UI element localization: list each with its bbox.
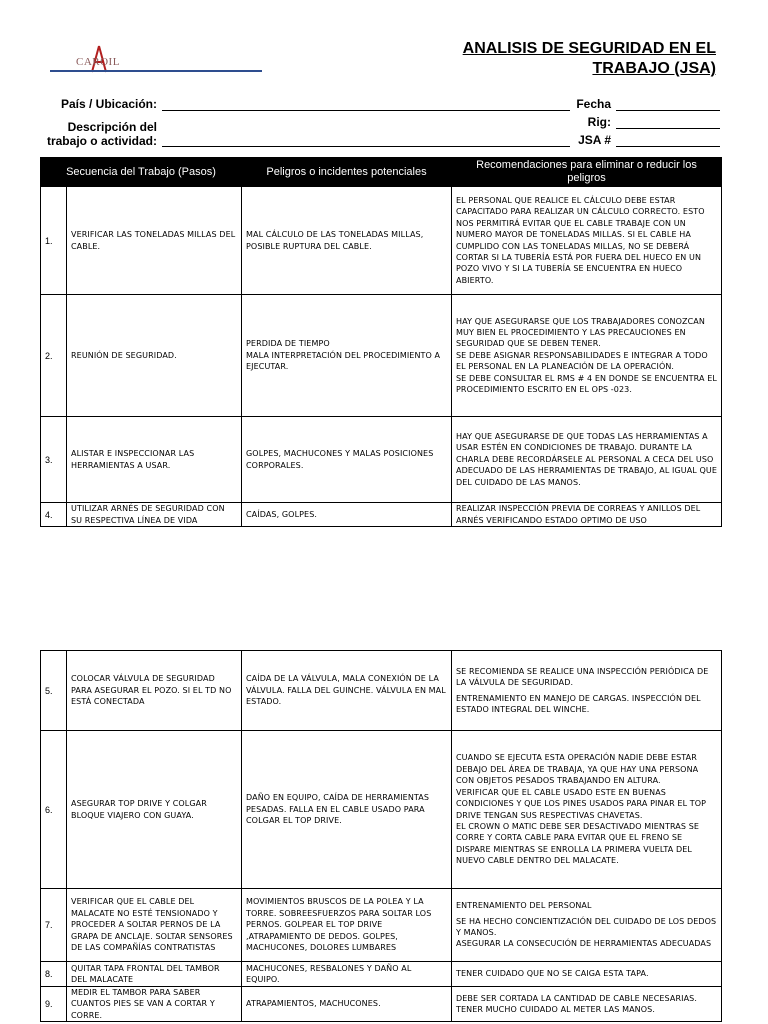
- recommendation-text: CUANDO SE EJECUTA ESTA OPERACIÓN NADIE DEBE ESTAR DEBAJO DEL ÁREA DE TRABAJA, YA QUE HAY UNA PERSONA CON OBJETOS PESADOS TRABAJANDO EN ALTURA.: [456, 753, 699, 786]
- table-row: [41, 503, 722, 527]
- jsa-table-part-1: [40, 157, 722, 527]
- table-row: [41, 187, 722, 295]
- step-cell: MEDIR EL TAMBOR PARA SABER CUANTOS PIES SE VAN A CORTAR Y CORRE.: [67, 987, 242, 1022]
- header-steps: Secuencia del Trabajo (Pasos): [41, 158, 242, 187]
- logo-underline: [50, 70, 262, 72]
- recommendation-cell: [452, 962, 722, 987]
- description-label: [40, 120, 157, 148]
- recommendation-text: HAY QUE ASEGURARSE DE QUE TODAS LAS HERRAMIENTAS A USAR ESTÉN EN CONDICIONES DE TRABAJO. DURANTE LA CHARLA DEBE RECORDÁRSELE AL PERSONAL A CECA DEL USO ADECUADO DE LAS HERRAMIENTAS DE TRABAJO, AL IGUAL QUE DEL CUIDADO DE LAS MANOS.: [456, 431, 718, 487]
- row-number: 9.: [41, 987, 67, 1022]
- description-label-line-1: Descripción del: [67, 120, 157, 134]
- recommendation-cell: [452, 731, 722, 889]
- recommendation-text: VERIFICAR QUE EL CABLE USADO ESTE EN BUENAS CONDICIONES Y QUE LOS PINES USADOS PARA PINAR EL TOP DRIVE TENGAN SUS RESPECTIVAS CHAVETAS.: [456, 787, 707, 820]
- recommendation-cell: [452, 417, 722, 503]
- recommendation-text: SE RECOMIENDA SE REALICE UNA INSPECCIÓN PERIÓDICA DE LA VÁLVULA DE SEGURIDAD.: [456, 666, 709, 688]
- table-header-row: [41, 158, 722, 187]
- document-title: [416, 39, 716, 79]
- header-hazards: Peligros o incidentes potenciales: [242, 158, 452, 187]
- row-number: 3.: [41, 417, 67, 503]
- row-number: 8.: [41, 962, 67, 987]
- table-row: [41, 987, 722, 1022]
- title-line-1: ANALISIS DE SEGURIDAD EN EL: [462, 40, 716, 57]
- table-row: [41, 295, 722, 417]
- row-number: 7.: [41, 889, 67, 962]
- header-recommendations: Recomendaciones para eliminar o reducir los peligros: [452, 158, 722, 187]
- row-number: 2.: [41, 295, 67, 417]
- recommendation-cell: [452, 187, 722, 295]
- logo-text: CAROIL: [76, 56, 120, 68]
- rig-field[interactable]: [616, 128, 720, 129]
- description-label-line-2: trabajo o actividad:: [46, 134, 157, 148]
- table-row: [41, 889, 722, 962]
- hazard-cell: [242, 731, 452, 889]
- hazard-cell: [242, 503, 452, 527]
- recommendation-text: DEBE SER CORTADA LA CANTIDAD DE CABLE NECESARIAS. TENER MUCHO CUIDADO AL METER LAS MANOS.: [456, 993, 697, 1015]
- hazard-text: ATRAPAMIENTOS, MACHUCONES.: [246, 999, 381, 1009]
- hazard-cell: [242, 187, 452, 295]
- step-cell: VERIFICAR LAS TONELADAS MILLAS DEL CABLE.: [67, 187, 242, 295]
- rig-label: Rig:: [587, 115, 611, 129]
- date-label: Fecha: [576, 97, 611, 111]
- step-cell: UTILIZAR ARNÉS DE SEGURIDAD CON SU RESPECTIVA LÍNEA DE VIDA: [67, 503, 242, 527]
- row-number: 1.: [41, 187, 67, 295]
- hazard-text: MOVIMIENTOS BRUSCOS DE LA POLEA Y LA TORRE. SOBREESFUERZOS PARA SOLTAR LOS PERNOS. GOLPEAR EL TOP DRIVE ,ATRAPAMIENTO DE DEDOS. GOLPES, MACHUCONES, DOLORES LUMBARES: [246, 897, 432, 953]
- recommendation-text: ASEGURAR LA CONSECUCIÓN DE HERRAMIENTAS ADECUADAS: [456, 939, 712, 949]
- recommendation-text: ENTRENAMIENTO DEL PERSONAL: [456, 901, 592, 911]
- hazard-cell: [242, 417, 452, 503]
- table-row: [41, 731, 722, 889]
- step-cell: VERIFICAR QUE EL CABLE DEL MALACATE NO ESTÉ TENSIONADO Y PROCEDER A SOLTAR PERNOS DE LA GRAPA DE ANCLAJE. SOLTAR SENSORES DE LAS COMPAÑÍAS CONTRATISTAS: [67, 889, 242, 962]
- hazard-cell: [242, 962, 452, 987]
- table-row: [41, 651, 722, 731]
- row-number: 6.: [41, 731, 67, 889]
- recommendation-text: REALIZAR INSPECCIÓN PREVIA DE CORREAS Y ANILLOS DEL ARNÉS VERIFICANDO ESTADO OPTIMO DE USO: [456, 504, 701, 525]
- description-field[interactable]: [162, 146, 570, 147]
- recommendation-text: EL PERSONAL QUE REALICE EL CÁLCULO DEBE ESTAR CAPACITADO PARA REALIZAR UN CÁLCULO CORRECTO. ESTO NOS PERMITIRÁ EVITAR QUE EL CABLE TRABAJE CON UN NUMERO MAYOR DE TONELADAS MILLAS. SI EL CABLE HA CUMPLIDO CON LAS TONELADAS MILLAS, NO SE DEBERÁ CORTAR SI LA TUBERÍA ESTÁ POR FUERA DEL HUECO EN UN POZO VIVO Y SI LA TUBERÍA SE ENCUENTRA EN HUECO ABIERTO.: [456, 195, 705, 285]
- hazard-text: CAÍDAS, GOLPES.: [246, 509, 318, 519]
- recommendation-cell: [452, 651, 722, 731]
- hazard-text: GOLPES, MACHUCONES Y MALAS POSICIONES CORPORALES.: [246, 449, 434, 470]
- row-number: 5.: [41, 651, 67, 731]
- step-cell: QUITAR TAPA FRONTAL DEL TAMBOR DEL MALACATE: [67, 962, 242, 987]
- table-row: [41, 962, 722, 987]
- hazard-text: CAÍDA DE LA VÁLVULA, MALA CONEXIÓN DE LA VÁLVULA. FALLA DEL GUINCHE. VÁLVULA EN MAL ESTADO.: [246, 674, 446, 707]
- recommendation-cell: [452, 503, 722, 527]
- hazard-text: PERDIDA DE TIEMPO: [246, 339, 330, 349]
- hazard-cell: [242, 987, 452, 1022]
- recommendation-cell: [452, 987, 722, 1022]
- hazard-text: MALA INTERPRETACIÓN DEL PROCEDIMIENTO A EJECUTAR.: [246, 350, 441, 372]
- recommendation-text: TENER CUIDADO QUE NO SE CAIGA ESTA TAPA.: [456, 969, 649, 979]
- date-field[interactable]: [616, 110, 720, 111]
- recommendation-text: EL CROWN O MATIC DEBE SER DESACTIVADO MIENTRAS SE CORRE Y CORTA CABLE PARA EVITAR QUE EL FRENO SE DISPARE MIENTRAS SE ENROLLA LA PRIMERA VUELTA DEL NUEVO CABLE DENTRO DEL MALACATE.: [456, 821, 700, 866]
- hazard-cell: [242, 651, 452, 731]
- recommendation-text: HAY QUE ASEGURARSE QUE LOS TRABAJADORES CONOZCAN MUY BIEN EL PROCEDIMIENTO Y LAS PRECAUCIONES EN SEGURIDAD QUE SE DEBEN TENER.: [456, 316, 705, 349]
- step-cell: REUNIÓN DE SEGURIDAD.: [67, 295, 242, 417]
- row-number: 4.: [41, 503, 67, 527]
- recommendation-cell: [452, 295, 722, 417]
- hazard-text: MAL CÁLCULO DE LAS TONELADAS MILLAS, POSIBLE RUPTURA DEL CABLE.: [246, 230, 424, 251]
- table-row: [41, 417, 722, 503]
- jsa-number-label: JSA #: [578, 133, 611, 147]
- step-cell: ALISTAR E INSPECCIONAR LAS HERRAMIENTAS A USAR.: [67, 417, 242, 503]
- hazard-cell: [242, 295, 452, 417]
- jsa-table-part-2: [40, 650, 722, 1022]
- recommendation-text: SE DEBE CONSULTAR EL RMS # 4 EN DONDE SE ENCUENTRA EL PROCEDIMIENTO ESCRITO EN EL OPS -023.: [456, 373, 717, 395]
- company-logo: [50, 44, 265, 76]
- title-line-2: TRABAJO (JSA): [592, 60, 716, 77]
- step-cell: ASEGURAR TOP DRIVE Y COLGAR BLOQUE VIAJERO CON GUAYA.: [67, 731, 242, 889]
- recommendation-text: ENTRENAMIENTO EN MANEJO DE CARGAS. INSPECCIÓN DEL ESTADO INTEGRAL DEL WINCHE.: [456, 693, 701, 714]
- hazard-cell: [242, 889, 452, 962]
- hazard-text: MACHUCONES, RESBALONES Y DAÑO AL EQUIPO.: [246, 963, 412, 984]
- recommendation-cell: [452, 889, 722, 962]
- country-field[interactable]: [162, 110, 570, 111]
- hazard-text: DAÑO EN EQUIPO, CAÍDA DE HERRAMIENTAS PESADAS. FALLA EN EL CABLE USADO PARA COLGAR EL TOP DRIVE.: [246, 793, 430, 826]
- jsa-number-field[interactable]: [616, 146, 720, 147]
- step-cell: COLOCAR VÁLVULA DE SEGURIDAD PARA ASEGURAR EL POZO. SI EL TD NO ESTÁ CONECTADA: [67, 651, 242, 731]
- recommendation-text: SE DEBE ASIGNAR RESPONSABILIDADES E INTEGRAR A TODO EL PERSONAL EN LA PLANEACIÓN DE LA OPERACIÓN.: [456, 350, 708, 372]
- recommendation-text: SE HA HECHO CONCIENTIZACIÓN DEL CUIDADO DE LOS DEDOS Y MANOS.: [456, 916, 717, 937]
- country-label: País / Ubicación:: [60, 97, 157, 111]
